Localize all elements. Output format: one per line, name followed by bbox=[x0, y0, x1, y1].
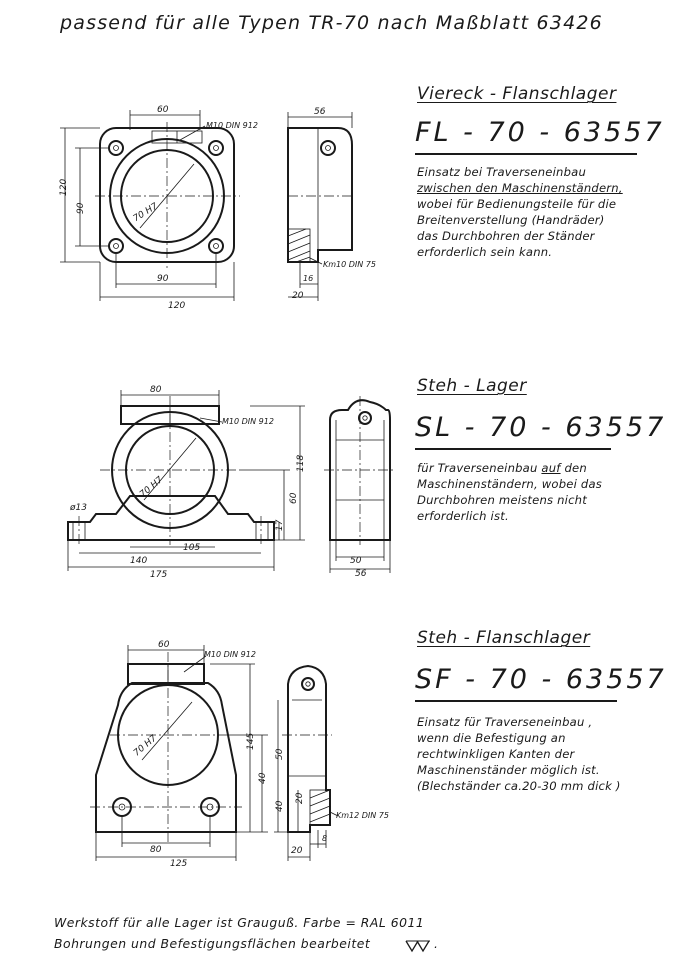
sl-thread-label: M10 DIN 912 bbox=[222, 417, 274, 426]
sl-dim-105: 105 bbox=[183, 543, 201, 553]
fl-type-code: FL - 70 - 63557 bbox=[415, 117, 665, 148]
sl-desc-line-2: Maschinenständern, wobei das bbox=[417, 477, 603, 491]
fl-dim-56: 56 bbox=[314, 107, 326, 117]
sf-dim-125: 125 bbox=[170, 859, 188, 869]
footer-line-2-row bbox=[54, 933, 439, 954]
fl-dim-60: 60 bbox=[157, 105, 169, 115]
sl-type-code: SL - 70 - 63557 bbox=[415, 412, 667, 443]
sl-dim-118: 118 bbox=[296, 454, 306, 472]
header-text: passend für alle Typen TR-70 nach Maßblatt 63426 bbox=[60, 12, 603, 34]
sf-thread-label: M10 DIN 912 bbox=[204, 650, 256, 659]
fl-desc-line-6: erforderlich sein kann. bbox=[417, 245, 553, 259]
sl-dim-17: 17 bbox=[275, 519, 285, 531]
fl-desc-line-2: zwischen den Maschinenständern, bbox=[417, 181, 623, 195]
sf-desc-line-1: Einsatz für Traverseneinbau , bbox=[417, 715, 593, 729]
sf-bore-label: 70 H7 bbox=[131, 733, 159, 759]
sf-dim-40: 40 bbox=[258, 772, 268, 784]
fl-desc-line-4: Breitenverstellung (Handräder) bbox=[417, 213, 605, 227]
sl-dim-60: 60 bbox=[289, 492, 299, 504]
fl-desc-line-3: wobei für Bedienungsteile für die bbox=[417, 197, 617, 211]
sl-dim-80: 80 bbox=[150, 385, 162, 395]
sf-dim-80: 80 bbox=[150, 845, 162, 855]
sl-dim-50: 50 bbox=[350, 556, 362, 566]
fl-key-label: Km10 DIN 75 bbox=[323, 260, 376, 269]
sf-desc-line-4: Maschinenständer möglich ist. bbox=[417, 763, 600, 777]
sf-top-block bbox=[128, 664, 204, 684]
fl-bore-label: 70 H7 bbox=[131, 201, 160, 225]
sl-desc-auf: auf bbox=[541, 461, 561, 475]
footer-line-1: Werkstoff für alle Lager ist Grauguß. Farbe = RAL 6011 bbox=[54, 915, 425, 930]
sl-section-title: Steh - Lager bbox=[417, 376, 527, 396]
footer-period: . bbox=[434, 936, 439, 951]
sf-dim-20-horizontal: 20 bbox=[291, 846, 303, 856]
sf-key-label: Km12 DIN 75 bbox=[336, 811, 389, 820]
sf-desc-line-5: (Blechständer ca.20-30 mm dick ) bbox=[417, 779, 621, 793]
sl-hole-label: ø13 bbox=[70, 503, 87, 513]
sf-type-code: SF - 70 - 63557 bbox=[415, 664, 667, 695]
sf-side-view bbox=[282, 666, 332, 832]
sf-desc-line-2: wenn die Befestigung an bbox=[417, 731, 566, 745]
fl-section-title: Viereck - Flanschlager bbox=[417, 84, 617, 104]
sl-desc-line-1: für Traverseneinbau auf den bbox=[417, 461, 587, 475]
sf-desc-line-3: rechtwinkligen Kanten der bbox=[417, 747, 575, 761]
sf-dim-20-vertical: 20 bbox=[295, 792, 305, 804]
fl-dim-120-horizontal: 120 bbox=[168, 301, 186, 311]
sf-dim-145: 145 bbox=[246, 732, 256, 750]
footer-text bbox=[54, 912, 439, 954]
fl-thread-label: M10 DIN 912 bbox=[206, 121, 258, 130]
footer-line-2: Bohrungen und Befestigungsflächen bearbeitet bbox=[54, 936, 371, 951]
fl-desc-line-5: das Durchbohren der Ständer bbox=[417, 229, 595, 243]
sl-dim-56: 56 bbox=[355, 569, 367, 579]
sl-desc-line-4: erforderlich ist. bbox=[417, 509, 509, 523]
fl-dim-90-vertical: 90 bbox=[76, 202, 86, 214]
fl-desc-line-1: Einsatz bei Traverseneinbau bbox=[417, 165, 587, 179]
fl-dim-20: 20 bbox=[292, 291, 304, 301]
fl-dim-120-vertical: 120 bbox=[59, 178, 69, 196]
sl-bore-label: 70 H7 bbox=[138, 475, 166, 500]
sf-section-title: Steh - Flanschlager bbox=[417, 628, 591, 648]
sf-dim-40-side: 40 bbox=[275, 800, 285, 812]
sf-dim-50: 50 bbox=[275, 748, 285, 760]
sf-dim-8: 8 bbox=[322, 834, 328, 843]
surface-finish-icon bbox=[406, 940, 432, 952]
sl-dim-175: 175 bbox=[150, 570, 168, 580]
sl-dim-140: 140 bbox=[130, 556, 148, 566]
sl-desc-line-3: Durchbohren meistens nicht bbox=[417, 493, 587, 507]
sf-dim-60-top: 60 bbox=[158, 640, 170, 650]
fl-dim-90-horizontal: 90 bbox=[157, 274, 169, 284]
fl-dim-16: 16 bbox=[303, 274, 314, 283]
sf-body-outline bbox=[96, 683, 236, 832]
